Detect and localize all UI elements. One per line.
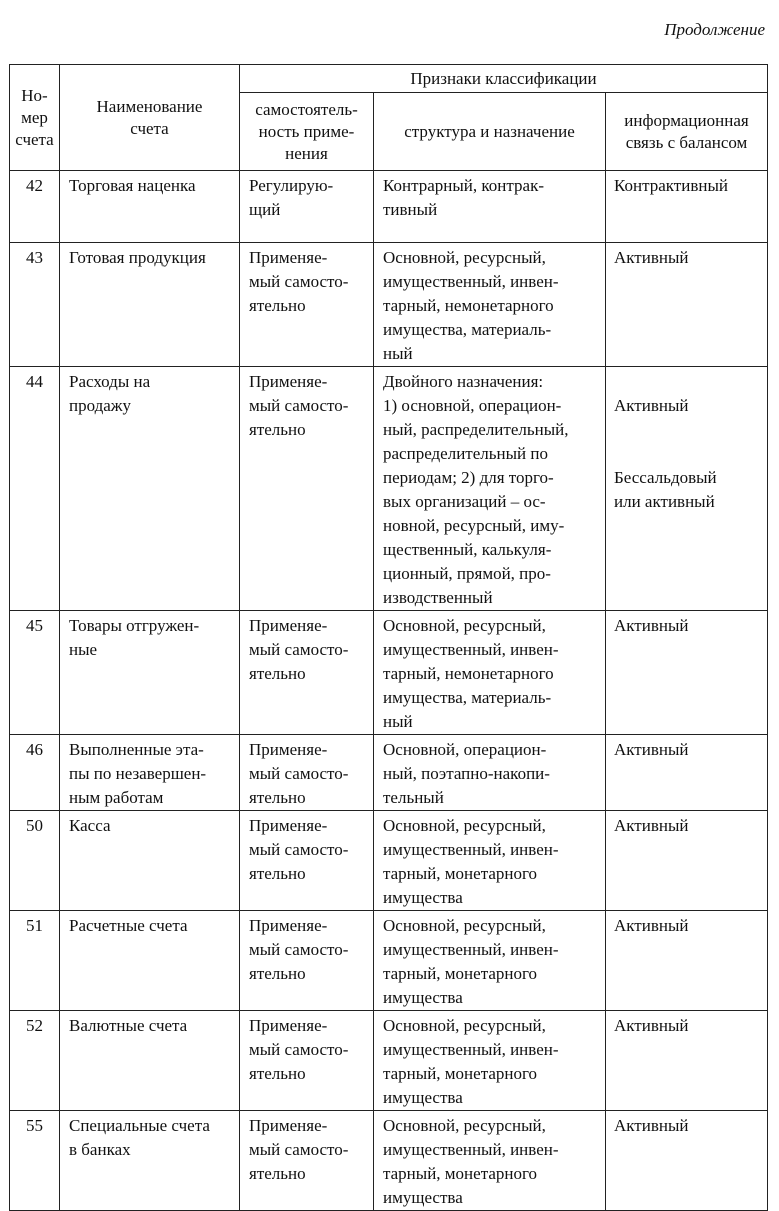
balance-link-cell: Контрактивный: [606, 171, 768, 243]
structure-cell: Контрарный, контрак- тивный: [374, 171, 606, 243]
header-classification-group: Признаки классификации: [240, 65, 768, 93]
balance-link-cell: Активный: [606, 911, 768, 1011]
account-number: 55: [10, 1111, 60, 1211]
table-row: [10, 171, 768, 243]
independence-cell: Применяе- мый самосто- ятельно: [240, 1111, 374, 1211]
table-row: [10, 911, 768, 1011]
balance-link-cell: Активный: [606, 611, 768, 735]
structure-cell: Основной, ресурсный, имущественный, инвен- тарный, немонетарного имущества, материаль- ный: [374, 243, 606, 367]
balance-link-cell: Активный Бессальдовый или активный: [606, 367, 768, 611]
balance-link-cell: Активный: [606, 811, 768, 911]
structure-cell: Основной, ресурсный, имущественный, инвен- тарный, монетарного имущества: [374, 811, 606, 911]
independence-cell: Регулирую- щий: [240, 171, 374, 243]
balance-link-cell: Активный: [606, 243, 768, 367]
account-number: 51: [10, 911, 60, 1011]
structure-cell: Основной, ресурсный, имущественный, инвен- тарный, монетарного имущества: [374, 1111, 606, 1211]
account-name: Торговая наценка: [60, 171, 240, 243]
table-row: [10, 735, 768, 811]
account-name: Выполненные эта- пы по незавершен- ным работам: [60, 735, 240, 811]
table-row: [10, 243, 768, 367]
independence-cell: Применяе- мый самосто- ятельно: [240, 735, 374, 811]
account-name: Специальные счета в банках: [60, 1111, 240, 1211]
independence-cell: Применяе- мый самосто- ятельно: [240, 611, 374, 735]
account-name: Валютные счета: [60, 1011, 240, 1111]
structure-cell: Основной, операцион- ный, поэтапно-накопи- тельный: [374, 735, 606, 811]
account-number: 42: [10, 171, 60, 243]
table-row: [10, 1111, 768, 1211]
independence-cell: Применяе- мый самосто- ятельно: [240, 811, 374, 911]
table-row: [10, 611, 768, 735]
continuation-label: Продолжение: [664, 20, 765, 39]
accounts-classification-table: [9, 64, 768, 1211]
structure-cell: Основной, ресурсный, имущественный, инвен- тарный, монетарного имущества: [374, 1011, 606, 1111]
header-independence: самостоятель- ность приме- нения: [240, 93, 374, 171]
header-account-number: Но- мер счета: [10, 65, 60, 171]
header-account-name: Наименование счета: [60, 65, 240, 171]
account-name: Расчетные счета: [60, 911, 240, 1011]
account-number: 45: [10, 611, 60, 735]
balance-link-cell: Активный: [606, 1111, 768, 1211]
table-row: [10, 1011, 768, 1111]
account-name: Товары отгружен- ные: [60, 611, 240, 735]
structure-cell: Основной, ресурсный, имущественный, инвен- тарный, немонетарного имущества, материаль- ный: [374, 611, 606, 735]
account-number: 52: [10, 1011, 60, 1111]
independence-cell: Применяе- мый самосто- ятельно: [240, 243, 374, 367]
structure-cell: Двойного назначения: 1) основной, операцион- ный, распределительный, распределительный по периодам; 2) для торго- вых организаций – ос- новной, ресурсный, иму- щественный, калькуля- ционный, прямой, про- изводственный: [374, 367, 606, 611]
account-name: Касса: [60, 811, 240, 911]
table-row: [10, 367, 768, 611]
account-number: 50: [10, 811, 60, 911]
account-number: 44: [10, 367, 60, 611]
independence-cell: Применяе- мый самосто- ятельно: [240, 911, 374, 1011]
account-name: Готовая продукция: [60, 243, 240, 367]
balance-link-cell: Активный: [606, 1011, 768, 1111]
account-number: 46: [10, 735, 60, 811]
account-number: 43: [10, 243, 60, 367]
header-structure: структура и назначение: [374, 93, 606, 171]
account-name: Расходы на продажу: [60, 367, 240, 611]
header-balance-link: информационная связь с балансом: [606, 93, 768, 171]
balance-link-cell: Активный: [606, 735, 768, 811]
structure-cell: Основной, ресурсный, имущественный, инвен- тарный, монетарного имущества: [374, 911, 606, 1011]
independence-cell: Применяе- мый самосто- ятельно: [240, 367, 374, 611]
table-row: [10, 811, 768, 911]
independence-cell: Применяе- мый самосто- ятельно: [240, 1011, 374, 1111]
